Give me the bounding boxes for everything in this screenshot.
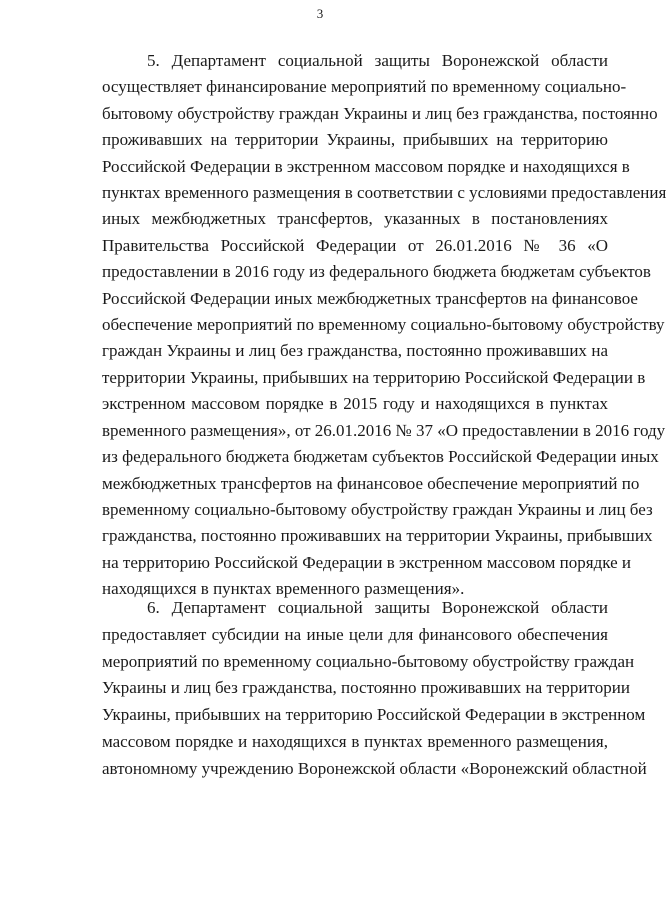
text-line: территории Украины, прибывших на территорию Российской Федерации в — [102, 367, 646, 387]
text-line: иных межбюджетных трансфертов, указанных в постановлениях — [102, 209, 608, 229]
text-line: Российской Федерации иных межбюджетных трансфертов на финансовое — [102, 288, 638, 308]
text-line: пунктах временного размещения в соответствии с условиями предоставления — [102, 183, 666, 203]
text-line: Украины и лиц без гражданства, постоянно проживавших на территории — [102, 678, 630, 698]
paragraph-5 — [102, 48, 666, 603]
text-line: 6. Департамент социальной защиты Воронежской области — [147, 598, 608, 617]
text-line: Российской Федерации в экстренном массовом порядке и находящихся в — [102, 156, 630, 176]
text-line: предоставляет субсидии на иные цели для финансового обеспечения — [102, 624, 608, 644]
text-line: экстренном массовом порядке в 2015 году и находящихся в пунктах — [102, 394, 608, 414]
text-line: Украины, прибывших на территорию Российской Федерации в экстренном — [102, 705, 646, 725]
text-line: обеспечение мероприятий по временному социально-бытовому обустройству — [102, 315, 665, 335]
text-line: 5. Департамент социальной защиты Воронежской области — [147, 51, 608, 70]
text-line: автономному учреждению Воронежской области «Воронежский областной — [102, 758, 647, 778]
text-line: на территорию Российской Федерации в экстренном массовом порядке и — [102, 552, 631, 572]
text-line: проживавших на территории Украины, прибывших на территорию — [102, 130, 608, 150]
paragraph-6 — [102, 595, 647, 783]
text-line: Правительства Российской Федерации от 26.01.2016 № 36 «О — [102, 235, 608, 255]
text-line: межбюджетных трансфертов на финансовое обеспечение мероприятий по — [102, 473, 640, 493]
text-line: бытовому обустройству граждан Украины и лиц без гражданства, постоянно — [102, 103, 658, 123]
text-line: осуществляет финансирование мероприятий по временному социально- — [102, 77, 627, 97]
text-line: временного размещения», от 26.01.2016 № 37 «О предоставлении в 2016 году — [102, 420, 666, 440]
text-line: массовом порядке и находящихся в пунктах временного размещения, — [102, 731, 608, 751]
text-line: предоставлении в 2016 году из федерального бюджета бюджетам субъектов — [102, 262, 651, 282]
text-line: граждан Украины и лиц без гражданства, постоянно проживавших на — [102, 341, 608, 361]
text-line: мероприятий по временному социально-бытовому обустройству граждан — [102, 651, 635, 671]
text-line: находящихся в пунктах временного размещения». — [102, 579, 465, 599]
text-line: временному социально-бытовому обустройству граждан Украины и лиц без — [102, 499, 653, 519]
text-line: гражданства, постоянно проживавших на территории Украины, прибывших — [102, 526, 653, 546]
text-line: из федерального бюджета бюджетам субъектов Российской Федерации иных — [102, 447, 659, 467]
page-number: 3 — [316, 6, 324, 21]
